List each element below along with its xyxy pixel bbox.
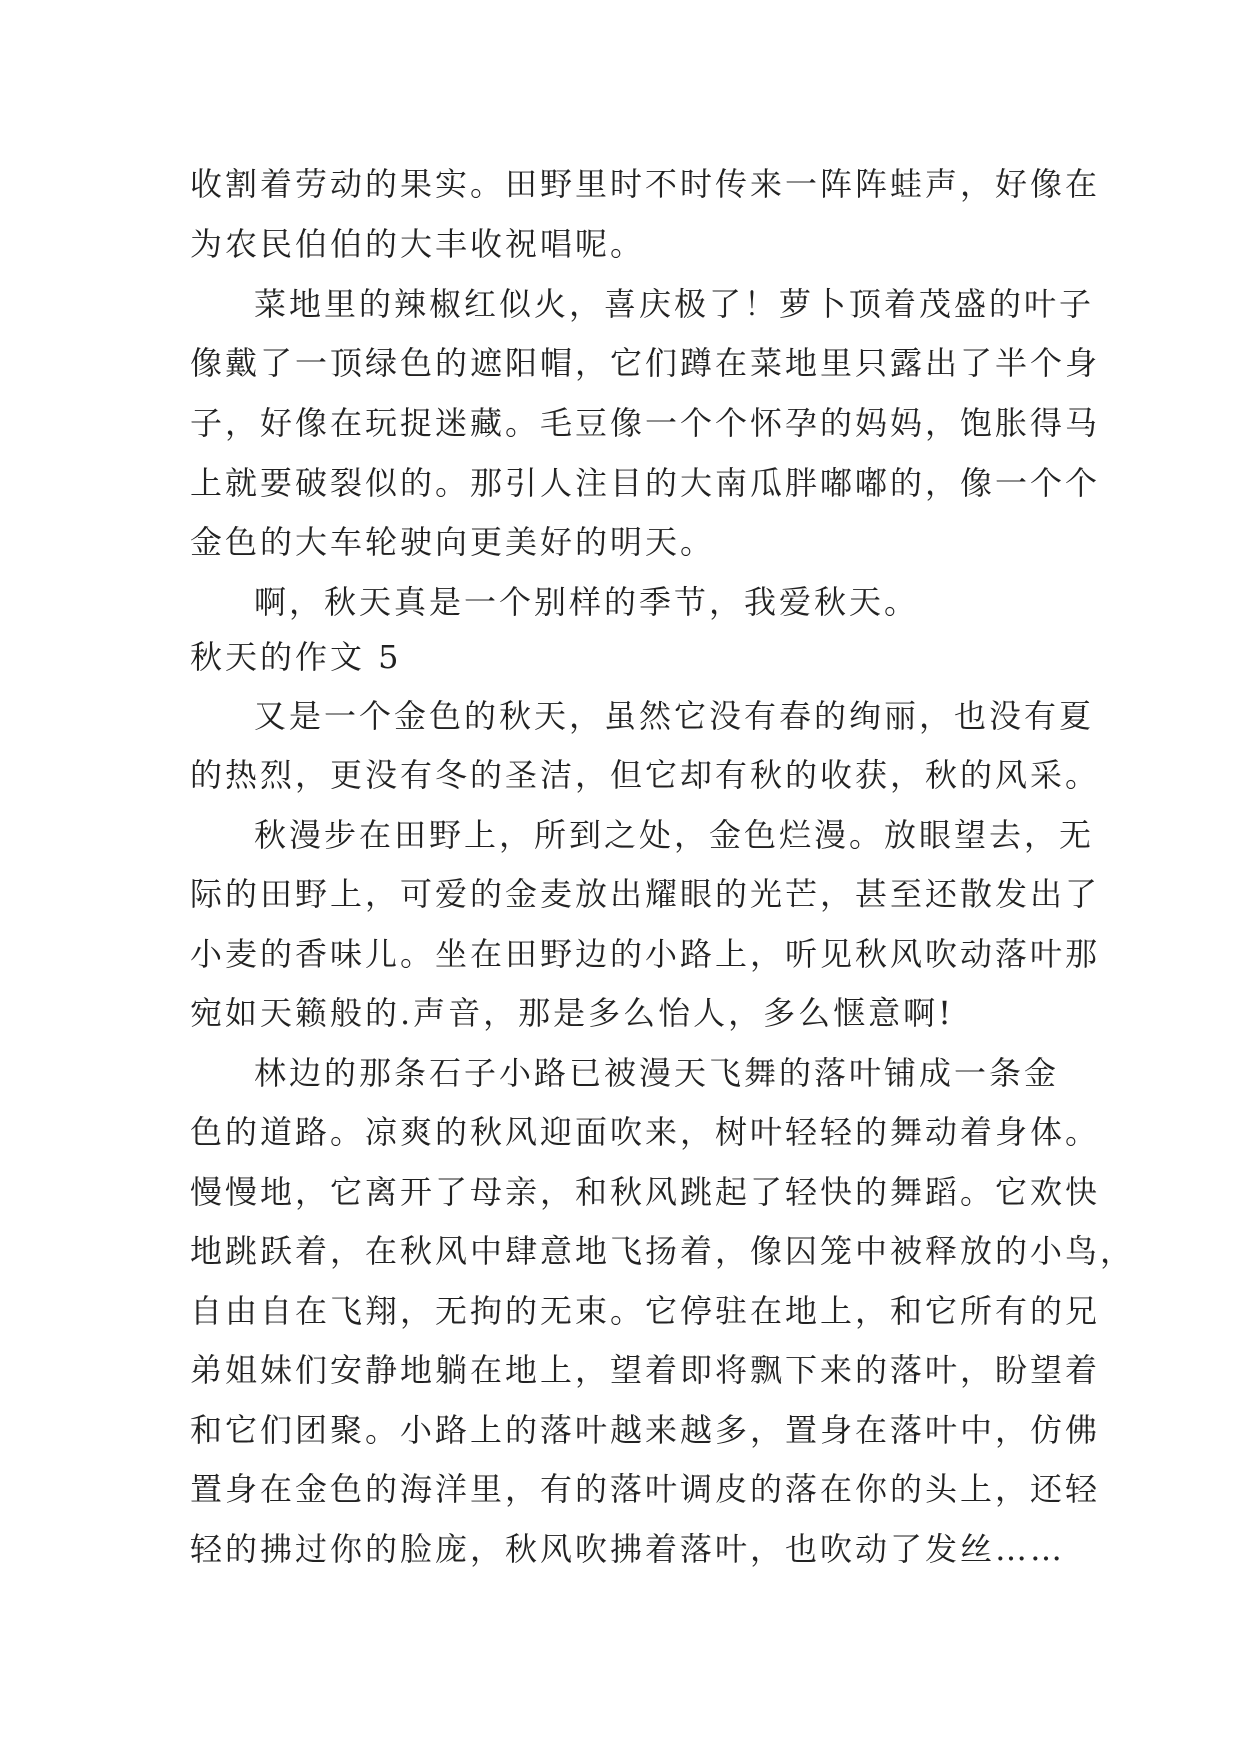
text-line: 和它们团聚。小路上的落叶越来越多，置身在落叶中，仿佛 bbox=[190, 1411, 1101, 1449]
text-line: 宛如天籁般的.声音，那是多么怡人，多么惬意啊! bbox=[190, 994, 955, 1032]
paragraph-start-line: 菜地里的辣椒红似火，喜庆极了！萝卜顶着茂盛的叶子 bbox=[254, 285, 1095, 323]
text-line: 自由自在飞翔，无拘的无束。它停驻在地上，和它所有的兄 bbox=[190, 1292, 1101, 1330]
text-line: 子，好像在玩捉迷藏。毛豆像一个个怀孕的妈妈，饱胀得马 bbox=[190, 404, 1101, 442]
text-line: 置身在金色的海洋里，有的落叶调皮的落在你的头上，还轻 bbox=[190, 1470, 1101, 1508]
text-line: 地跳跃着，在秋风中肆意地飞扬着，像囚笼中被释放的小鸟， bbox=[190, 1232, 1136, 1270]
text-line: 为农民伯伯的大丰收祝唱呢。 bbox=[190, 225, 646, 263]
text-line: 色的道路。凉爽的秋风迎面吹来，树叶轻轻的舞动着身体。 bbox=[190, 1113, 1101, 1151]
paragraph-start-line: 林边的那条石子小路已被漫天飞舞的落叶铺成一条金 bbox=[254, 1054, 1060, 1092]
section-heading: 秋天的作文 5 bbox=[190, 638, 402, 676]
text-line: 金色的大车轮驶向更美好的明天。 bbox=[190, 523, 716, 561]
paragraph-start-line: 秋漫步在田野上，所到之处，金色烂漫。放眼望去，无 bbox=[254, 816, 1095, 854]
text-line: 小麦的香味儿。坐在田野边的小路上，听见秋风吹动落叶那 bbox=[190, 935, 1101, 973]
text-line: 弟姐妹们安静地躺在地上，望着即将飘下来的落叶，盼望着 bbox=[190, 1351, 1101, 1389]
paragraph-start-line: 又是一个金色的秋天，虽然它没有春的绚丽，也没有夏 bbox=[254, 697, 1095, 735]
text-line: 际的田野上，可爱的金麦放出耀眼的光芒，甚至还散发出了 bbox=[190, 875, 1101, 913]
text-line: 的热烈，更没有冬的圣洁，但它却有秋的收获，秋的风采。 bbox=[190, 756, 1101, 794]
text-line: 像戴了一顶绿色的遮阳帽，它们蹲在菜地里只露出了半个身 bbox=[190, 344, 1101, 382]
paragraph-start-line: 啊，秋天真是一个别样的季节，我爱秋天。 bbox=[254, 583, 920, 621]
text-line: 收割着劳动的果实。田野里时不时传来一阵阵蛙声，好像在 bbox=[190, 165, 1101, 203]
text-line: 轻的拂过你的脸庞，秋风吹拂着落叶，也吹动了发丝…… bbox=[190, 1530, 1066, 1568]
text-line: 慢慢地，它离开了母亲，和秋风跳起了轻快的舞蹈。它欢快 bbox=[190, 1173, 1101, 1211]
text-line: 上就要破裂似的。那引人注目的大南瓜胖嘟嘟的，像一个个 bbox=[190, 464, 1101, 502]
